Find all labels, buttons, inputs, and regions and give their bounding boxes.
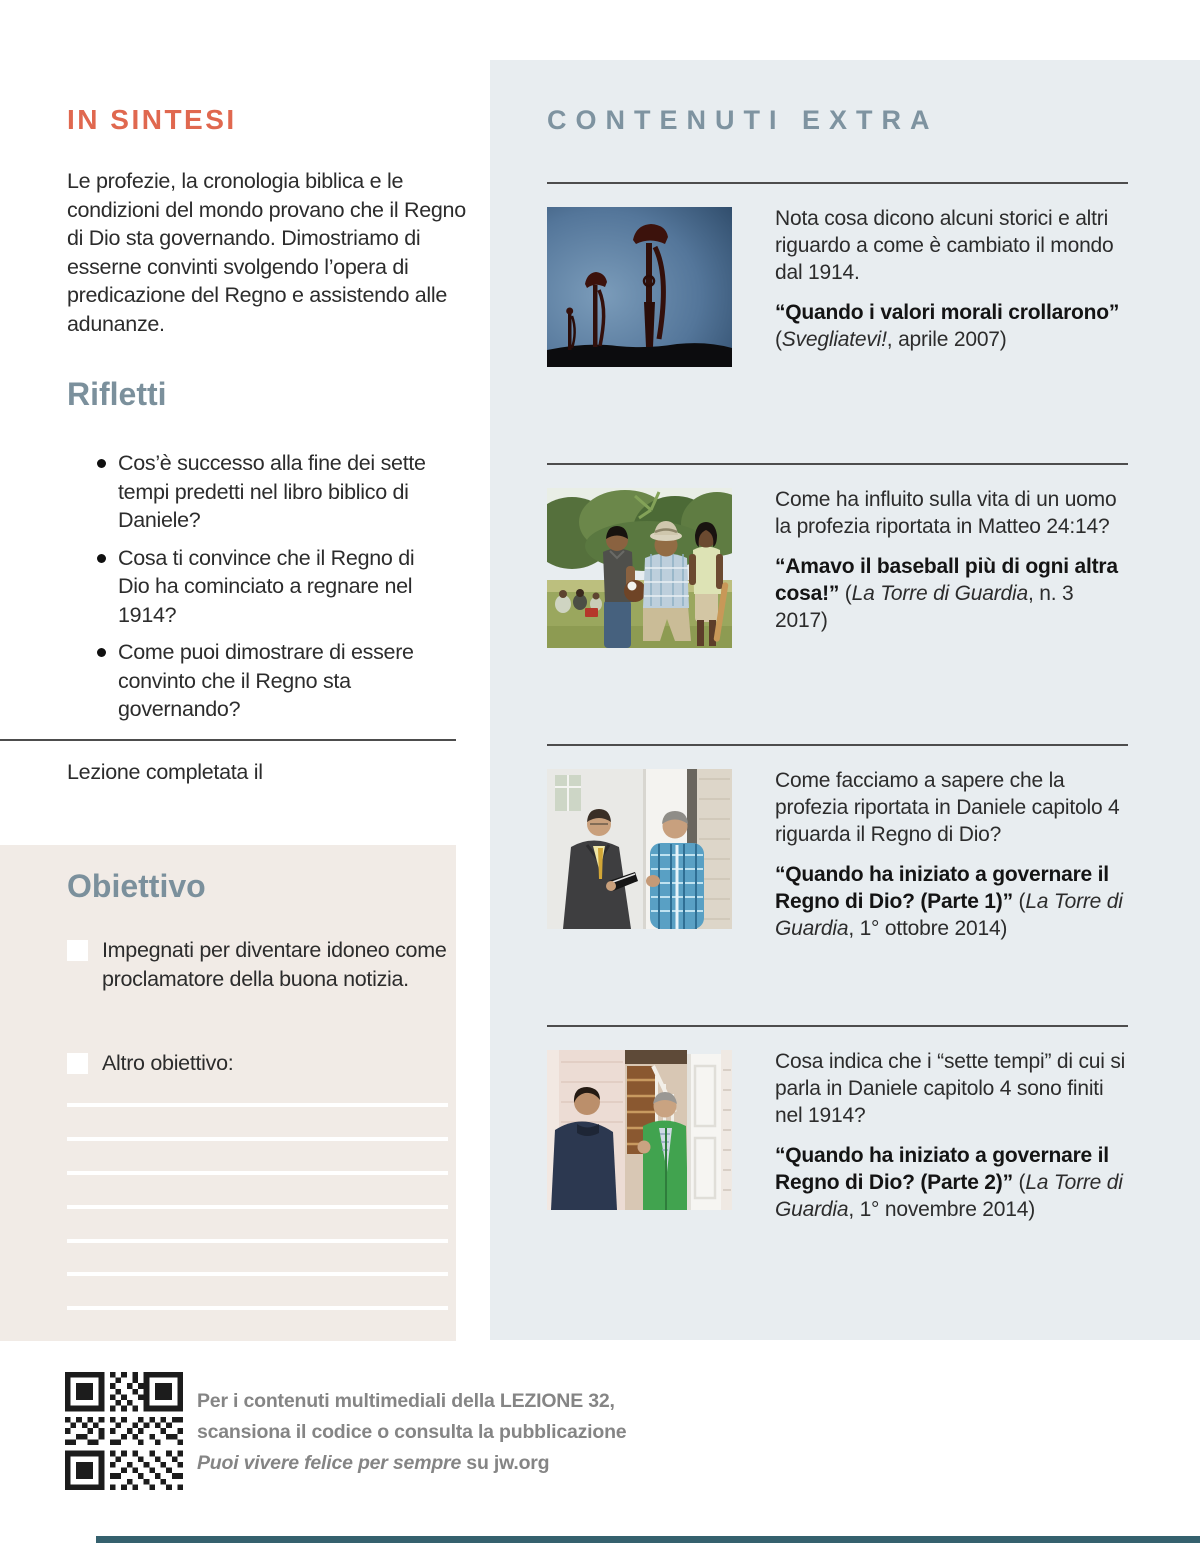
extra-image-war-memorial	[547, 207, 732, 367]
footer-line-1: Per i contenuti multimediali della LEZIONE 32,	[197, 1390, 615, 1412]
reference-source-date: , aprile 2007)	[886, 328, 1007, 351]
write-line[interactable]	[67, 1205, 448, 1209]
write-line[interactable]	[67, 1171, 448, 1175]
bullet-item	[97, 638, 445, 724]
bullet-item	[97, 544, 445, 630]
doorstep-illustration	[547, 1050, 732, 1210]
extra-item-4	[547, 1025, 1143, 1223]
write-line[interactable]	[67, 1137, 448, 1141]
reference-source: (	[1012, 890, 1026, 913]
lesson-completed-label: Lezione completata il	[67, 760, 263, 784]
objective-item-2	[67, 1049, 450, 1078]
reference-source: (	[839, 582, 852, 605]
contenuti-extra-heading: CONTENUTI EXTRA	[547, 105, 939, 135]
contenuti-extra-panel	[490, 60, 1200, 1340]
reference-quote: “Quando ha iniziato a governare il Regno di Dio? (Parte 1)”	[775, 863, 1109, 913]
write-line[interactable]	[67, 1272, 448, 1276]
extra-question: Cosa indica che i “sette tempi” di cui si parla in Daniele capitolo 4 sono finiti nel 1914?	[775, 1050, 1126, 1127]
qr-code-graphic	[65, 1372, 183, 1490]
footer-site: su jw.org	[461, 1452, 550, 1474]
extra-reference	[775, 861, 1129, 942]
reference-source-date: , 1° ottobre 2014)	[848, 917, 1008, 940]
extra-reference	[775, 553, 1129, 634]
reference-source-title: La Torre di Guardia	[851, 582, 1028, 605]
extra-question: Come ha influito sulla vita di un uomo la profezia riportata in Matteo 24:14?	[775, 488, 1117, 538]
extra-image-park-baseball	[547, 488, 732, 648]
objective-item-1	[67, 936, 450, 993]
bullet-dot-icon	[97, 459, 106, 468]
reference-source-title: La Torre di Guardia	[775, 1171, 1123, 1221]
reference-source-date: , n. 3 2017)	[775, 582, 1074, 632]
extra-reference	[775, 1142, 1129, 1223]
reference-source-title: La Torre di Guardia	[775, 890, 1123, 940]
reference-source: (	[775, 328, 782, 351]
publication-title: Puoi vivere felice per sempre	[197, 1452, 462, 1474]
extra-image-doorstep	[547, 1050, 732, 1210]
bullet-text: Cosa ti convince che il Regno di Dio ha cominciato a regnare nel 1914?	[118, 545, 415, 627]
bullet-text: Cos’è successo alla fine dei sette tempi predetti nel libro biblico di Daniele?	[118, 451, 426, 532]
qr-code	[65, 1372, 183, 1490]
checkbox[interactable]	[67, 940, 88, 961]
reference-quote: “Amavo il baseball più di ogni altra cosa!”	[775, 555, 1118, 605]
reference-source-date: , 1° novembre 2014)	[848, 1198, 1036, 1221]
checkbox[interactable]	[67, 1053, 88, 1074]
bullet-dot-icon	[97, 554, 106, 563]
bullet-text: Come puoi dimostrare di essere convinto che il Regno sta governando?	[118, 640, 414, 721]
reference-quote: “Quando i valori morali crollarono”	[775, 301, 1120, 324]
extra-question: Come facciamo a sapere che la profezia riportata in Daniele capitolo 4 riguarda il Regno di Dio?	[775, 769, 1120, 846]
rifletti-bullet-list	[97, 449, 445, 733]
footer-caption	[197, 1386, 627, 1479]
war-memorial-illustration	[547, 207, 732, 367]
write-line[interactable]	[67, 1306, 448, 1310]
write-line[interactable]	[67, 1103, 448, 1107]
footer-line-3	[197, 1448, 627, 1479]
in-sintesi-paragraph: Le profezie, la cronologia biblica e le condizioni del mondo provano che il Regno di Dio sta governando. Dimostriamo di esserne convinti svolgendo l’opera di predicazione del Regno e assistendo alle adunanze.	[67, 169, 466, 336]
lesson-progress-bar	[96, 1536, 1200, 1543]
park-illustration	[547, 488, 732, 648]
rifletti-heading: Rifletti	[67, 376, 167, 412]
reference-quote: “Quando ha iniziato a governare il Regno di Dio? (Parte 2)”	[775, 1144, 1109, 1194]
extra-question: Nota cosa dicono alcuni storici e altri riguardo a come è cambiato il mondo dal 1914.	[775, 207, 1114, 284]
extra-reference	[775, 299, 1129, 353]
in-sintesi-heading: IN SINTESI	[67, 104, 237, 135]
write-line[interactable]	[67, 1239, 448, 1243]
extra-item-2	[547, 463, 1143, 634]
ministry-illustration	[547, 769, 732, 929]
objective-item-text: Altro obiettivo:	[102, 1051, 234, 1075]
extra-item-1	[547, 182, 1143, 353]
reference-source-title: Svegliatevi!	[781, 328, 887, 351]
footer-line-2: scansiona il codice o consulta la pubblicazione	[197, 1421, 627, 1443]
reference-source: (	[1012, 1171, 1026, 1194]
bullet-item	[97, 449, 445, 535]
objective-box	[0, 845, 456, 1341]
objective-heading: Obiettivo	[67, 868, 206, 904]
extra-item-3	[547, 744, 1143, 942]
objective-item-text: Impegnati per diventare idoneo come proclamatore della buona notizia.	[102, 938, 447, 991]
extra-image-ministry	[547, 769, 732, 929]
divider-line	[0, 739, 456, 741]
bullet-dot-icon	[97, 648, 106, 657]
